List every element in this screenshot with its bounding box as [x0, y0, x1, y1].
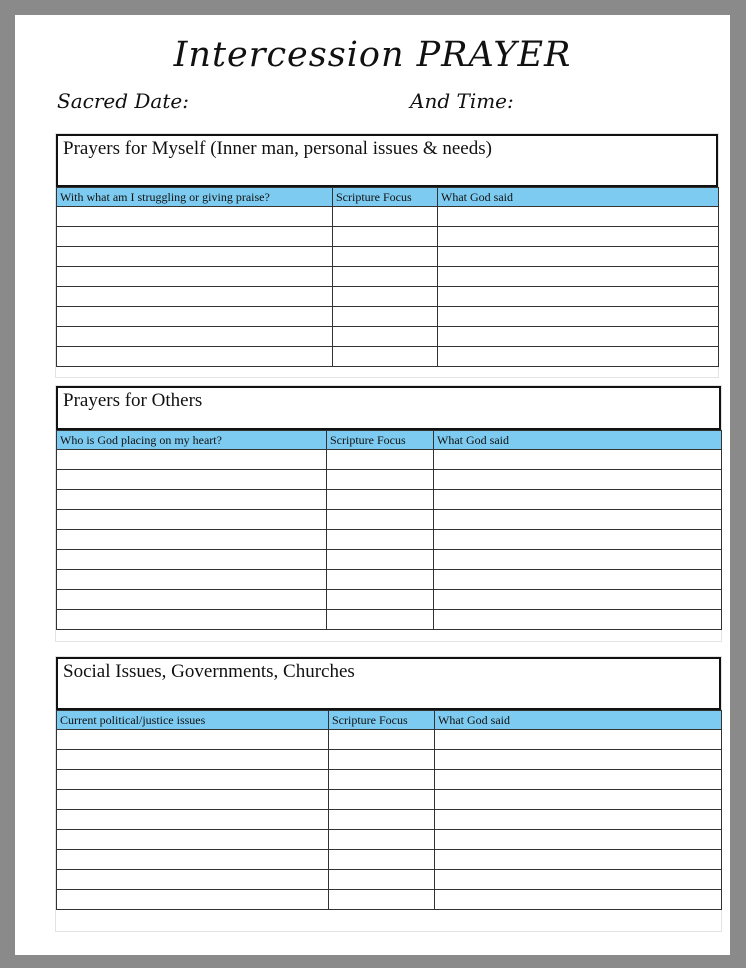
column-header: What God said — [434, 431, 722, 450]
sacred-date-label: Sacred Date: — [57, 89, 189, 113]
entry-cell[interactable] — [57, 730, 329, 750]
entry-cell[interactable] — [57, 810, 329, 830]
entry-cell[interactable] — [57, 770, 329, 790]
entry-cell[interactable] — [57, 490, 327, 510]
scripture-cell[interactable] — [327, 490, 434, 510]
god-said-cell[interactable] — [438, 347, 719, 367]
table-body — [57, 450, 722, 630]
prayer-table — [56, 430, 722, 630]
table-row — [57, 590, 722, 610]
god-said-cell[interactable] — [438, 327, 719, 347]
scripture-cell[interactable] — [333, 267, 438, 287]
entry-cell[interactable] — [57, 227, 333, 247]
table-body — [57, 730, 722, 910]
page-title: Intercession PRAYER — [173, 35, 572, 75]
god-said-cell[interactable] — [435, 850, 722, 870]
entry-cell[interactable] — [57, 347, 333, 367]
scripture-cell[interactable] — [329, 810, 435, 830]
table-row — [57, 207, 719, 227]
table-row — [57, 510, 722, 530]
scripture-cell[interactable] — [333, 347, 438, 367]
god-said-cell[interactable] — [438, 267, 719, 287]
entry-cell[interactable] — [57, 870, 329, 890]
section-social-issues — [55, 656, 722, 932]
entry-cell[interactable] — [57, 267, 333, 287]
scripture-cell[interactable] — [327, 550, 434, 570]
table-row — [57, 830, 722, 850]
entry-cell[interactable] — [57, 470, 327, 490]
entry-cell[interactable] — [57, 450, 327, 470]
table-row — [57, 550, 722, 570]
column-header: What God said — [435, 711, 722, 730]
entry-cell[interactable] — [57, 830, 329, 850]
scripture-cell[interactable] — [329, 850, 435, 870]
section-title: Prayers for Others — [63, 390, 203, 411]
table-body — [57, 207, 719, 367]
scripture-cell[interactable] — [329, 770, 435, 790]
table-row — [57, 890, 722, 910]
table-row — [57, 750, 722, 770]
god-said-cell[interactable] — [438, 287, 719, 307]
scripture-cell[interactable] — [327, 470, 434, 490]
scripture-cell[interactable] — [329, 870, 435, 890]
scripture-cell[interactable] — [333, 227, 438, 247]
scripture-cell[interactable] — [333, 287, 438, 307]
table-header-row — [57, 188, 719, 207]
column-header: Current political/justice issues — [57, 711, 329, 730]
scripture-cell[interactable] — [333, 307, 438, 327]
table-row — [57, 770, 722, 790]
god-said-cell[interactable] — [434, 450, 722, 470]
scripture-cell[interactable] — [333, 207, 438, 227]
table-row — [57, 307, 719, 327]
god-said-cell[interactable] — [435, 770, 722, 790]
entry-cell[interactable] — [57, 207, 333, 227]
scripture-cell[interactable] — [333, 327, 438, 347]
table-row — [57, 267, 719, 287]
column-header: Who is God placing on my heart? — [57, 431, 327, 450]
god-said-cell[interactable] — [438, 247, 719, 267]
entry-cell[interactable] — [57, 247, 333, 267]
scripture-cell[interactable] — [333, 247, 438, 267]
table-row — [57, 730, 722, 750]
god-said-cell[interactable] — [434, 470, 722, 490]
god-said-cell[interactable] — [434, 510, 722, 530]
section-header — [56, 657, 721, 710]
column-header: With what am I struggling or giving praise? — [57, 188, 333, 207]
scripture-cell[interactable] — [329, 790, 435, 810]
table-header-row — [57, 711, 722, 730]
god-said-cell[interactable] — [434, 490, 722, 510]
entry-cell[interactable] — [57, 890, 329, 910]
worksheet-page — [15, 15, 730, 955]
god-said-cell[interactable] — [434, 530, 722, 550]
god-said-cell[interactable] — [438, 207, 719, 227]
scripture-cell[interactable] — [327, 610, 434, 630]
column-header: Scripture Focus — [333, 188, 438, 207]
god-said-cell[interactable] — [434, 610, 722, 630]
table-row — [57, 470, 722, 490]
god-said-cell[interactable] — [435, 810, 722, 830]
section-header — [56, 386, 721, 430]
entry-cell[interactable] — [57, 610, 327, 630]
scripture-cell[interactable] — [327, 570, 434, 590]
god-said-cell[interactable] — [434, 590, 722, 610]
section-title: Social Issues, Governments, Churches — [63, 661, 355, 682]
table-header-row — [57, 431, 722, 450]
table-row — [57, 870, 722, 890]
god-said-cell[interactable] — [438, 307, 719, 327]
scripture-cell[interactable] — [327, 450, 434, 470]
scripture-cell[interactable] — [327, 590, 434, 610]
entry-cell[interactable] — [57, 327, 333, 347]
entry-cell[interactable] — [57, 790, 329, 810]
entry-cell[interactable] — [57, 287, 333, 307]
god-said-cell[interactable] — [435, 890, 722, 910]
table-row — [57, 450, 722, 470]
table-row — [57, 810, 722, 830]
god-said-cell[interactable] — [434, 550, 722, 570]
prayer-table — [56, 710, 722, 910]
section-prayers-for-myself — [55, 133, 719, 378]
table-row — [57, 790, 722, 810]
scripture-cell[interactable] — [329, 830, 435, 850]
table-row — [57, 247, 719, 267]
god-said-cell[interactable] — [438, 227, 719, 247]
table-row — [57, 287, 719, 307]
section-header — [56, 134, 718, 187]
entry-cell[interactable] — [57, 307, 333, 327]
column-header: Scripture Focus — [329, 711, 435, 730]
table-row — [57, 530, 722, 550]
table-row — [57, 327, 719, 347]
scripture-cell[interactable] — [329, 730, 435, 750]
scripture-cell[interactable] — [327, 510, 434, 530]
entry-cell[interactable] — [57, 530, 327, 550]
entry-cell[interactable] — [57, 570, 327, 590]
table-row — [57, 227, 719, 247]
table-row — [57, 347, 719, 367]
column-header: Scripture Focus — [327, 431, 434, 450]
god-said-cell[interactable] — [435, 870, 722, 890]
god-said-cell[interactable] — [435, 730, 722, 750]
table-row — [57, 570, 722, 590]
time-label: And Time: — [410, 89, 514, 113]
entry-cell[interactable] — [57, 850, 329, 870]
table-row — [57, 850, 722, 870]
table-row — [57, 490, 722, 510]
scripture-cell[interactable] — [329, 890, 435, 910]
scripture-cell[interactable] — [327, 530, 434, 550]
god-said-cell[interactable] — [435, 830, 722, 850]
god-said-cell[interactable] — [434, 570, 722, 590]
entry-cell[interactable] — [57, 510, 327, 530]
god-said-cell[interactable] — [435, 750, 722, 770]
scripture-cell[interactable] — [329, 750, 435, 770]
column-header: What God said — [438, 188, 719, 207]
entry-cell[interactable] — [57, 590, 327, 610]
entry-cell[interactable] — [57, 550, 327, 570]
section-prayers-for-others — [55, 385, 722, 642]
prayer-table — [56, 187, 719, 367]
table-row — [57, 610, 722, 630]
entry-cell[interactable] — [57, 750, 329, 770]
god-said-cell[interactable] — [435, 790, 722, 810]
section-title: Prayers for Myself (Inner man, personal issues & needs) — [63, 138, 492, 159]
